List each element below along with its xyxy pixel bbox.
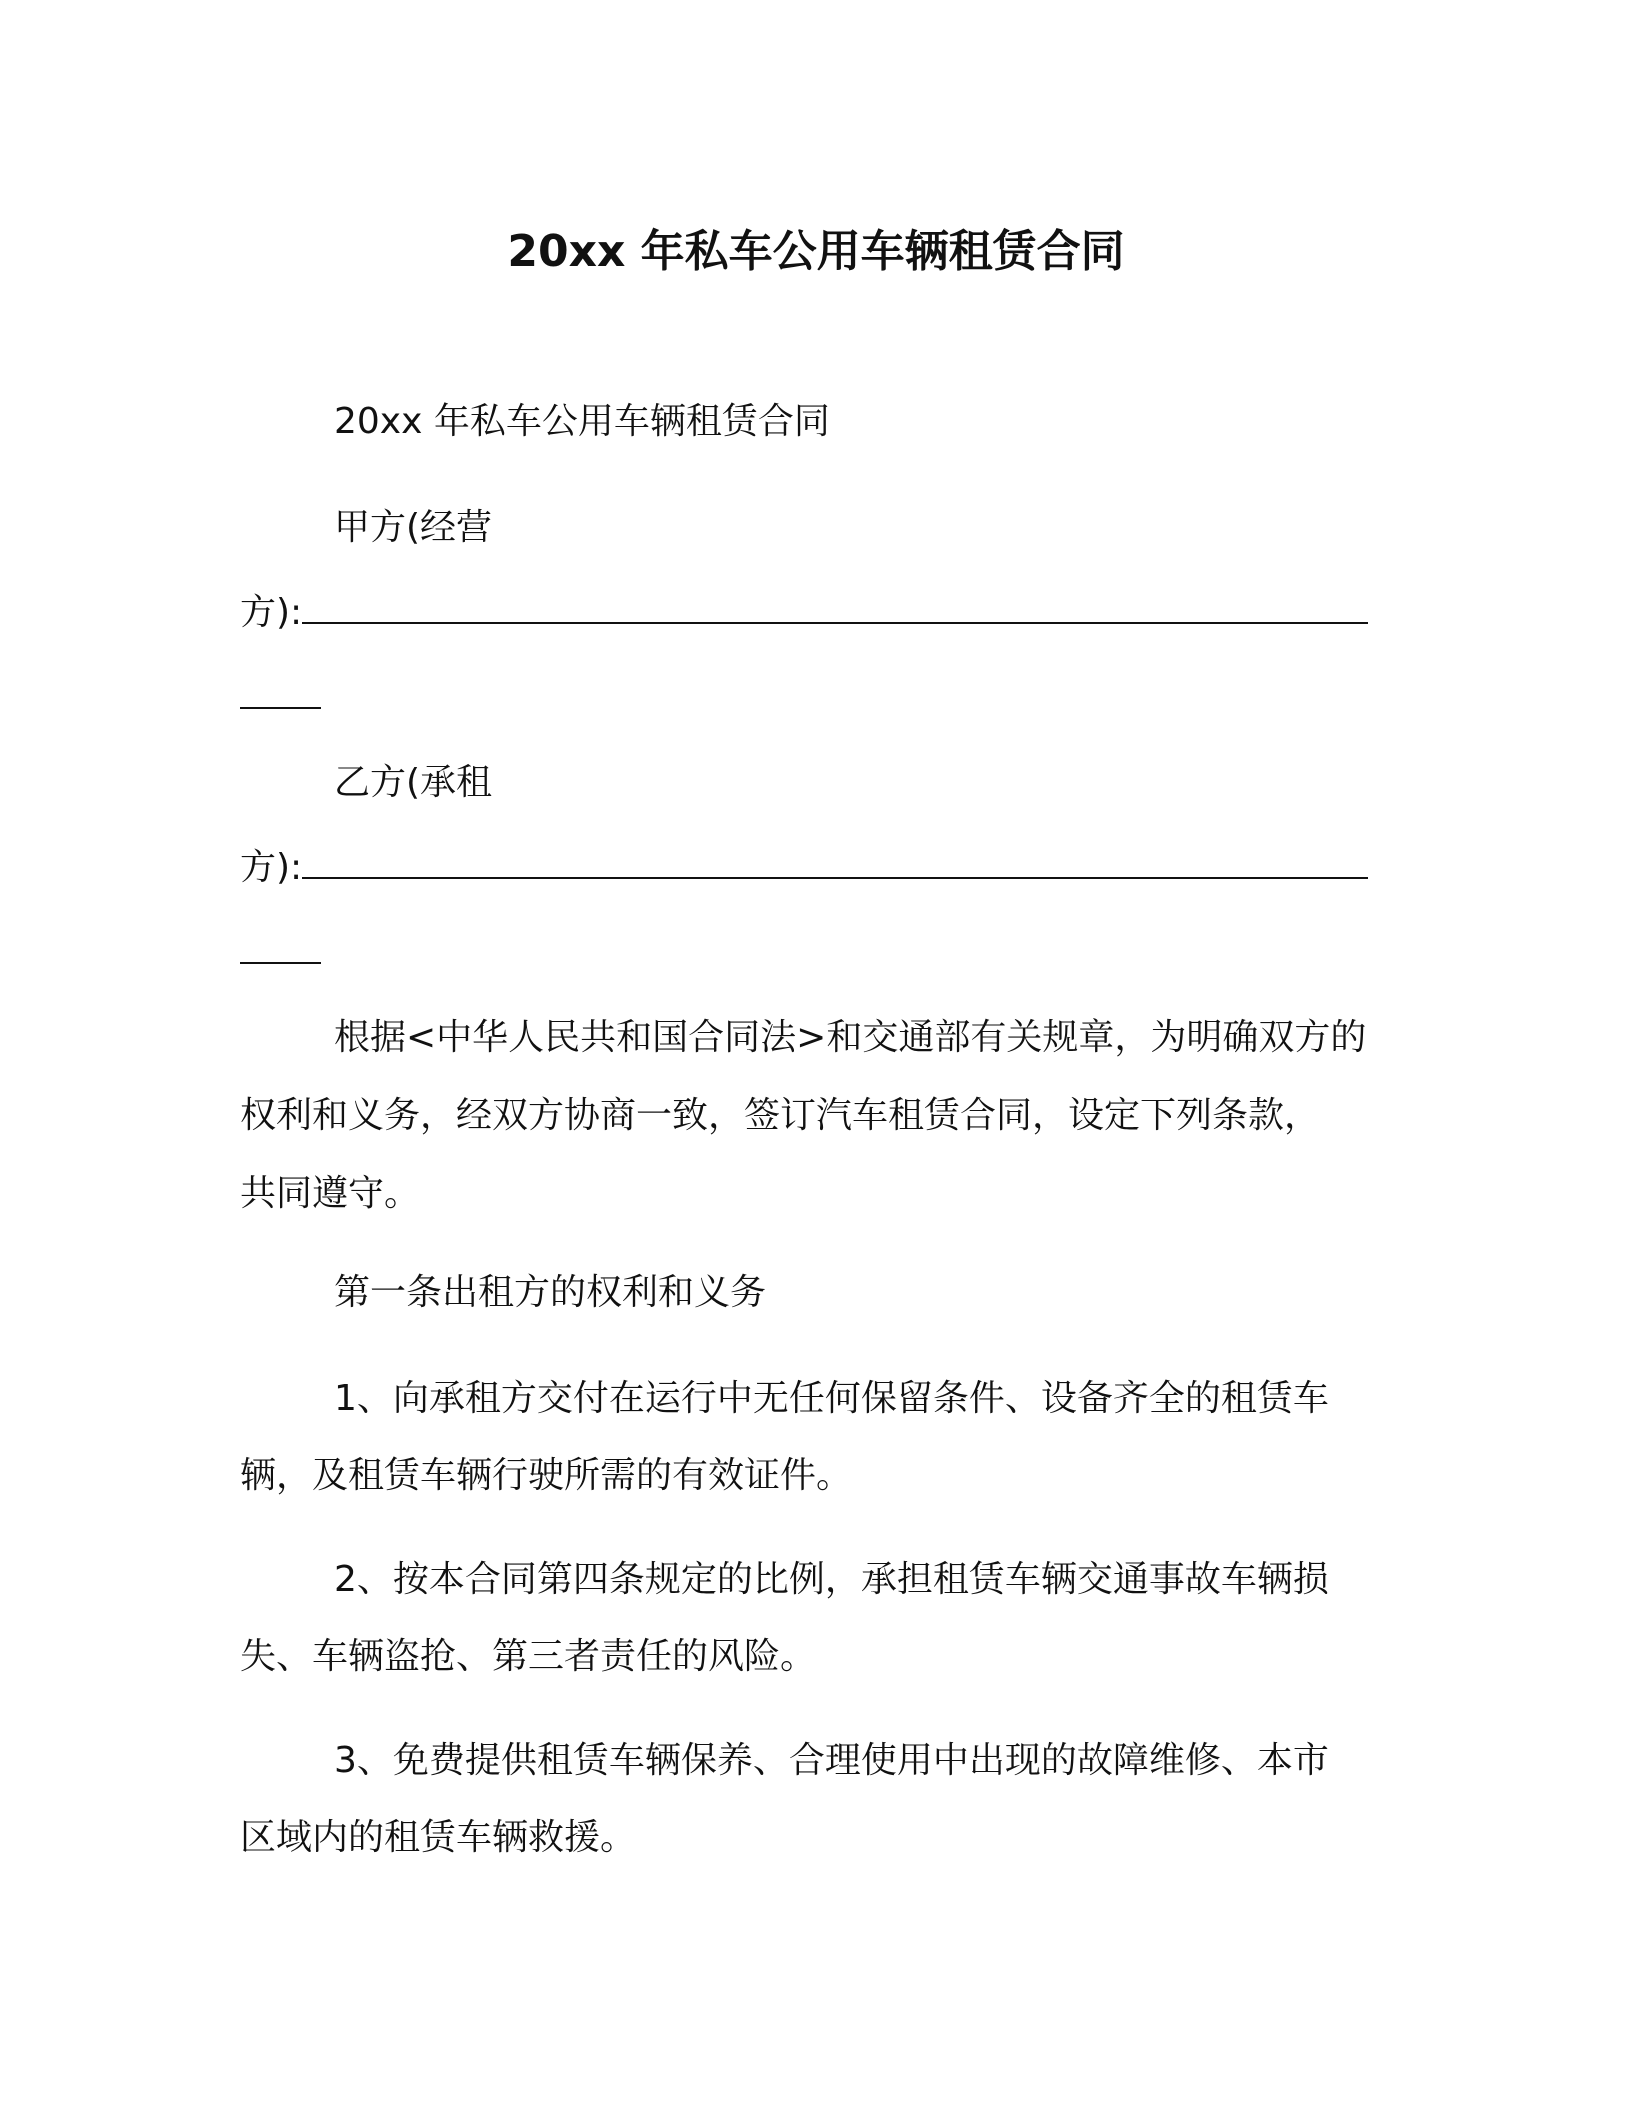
document-title: 20xx 年私车公用车辆租赁合同 xyxy=(507,226,1125,277)
party-b-label: 乙方(承租 xyxy=(334,762,493,803)
party-b-blank-line xyxy=(302,873,1368,879)
clause-1-line-2: 辆，及租赁车辆行驶所需的有效证件。 xyxy=(240,1455,853,1496)
clause-3-line-1: 3、免费提供租赁车辆保养、合理使用中出现的故障维修、本市 xyxy=(334,1740,1329,1781)
clause-3-line-2: 区域内的租赁车辆救援。 xyxy=(240,1817,637,1858)
party-a-field-continued xyxy=(240,673,321,723)
party-b-blank-line-end xyxy=(240,958,321,964)
intro-line-1: 根据<中华人民共和国合同法>和交通部有关规章，为明确双方的 xyxy=(334,1017,1367,1058)
party-a-label: 甲方(经营 xyxy=(334,507,493,548)
article-1-heading: 第一条出租方的权利和义务 xyxy=(334,1272,767,1313)
party-a-field xyxy=(240,588,1368,638)
clause-2-line-1: 2、按本合同第四条规定的比例，承担租赁车辆交通事故车辆损 xyxy=(334,1559,1329,1600)
party-a-blank-line-end xyxy=(240,703,321,709)
document-subtitle: 20xx 年私车公用车辆租赁合同 xyxy=(334,401,830,442)
party-a-blank-line xyxy=(302,618,1368,624)
intro-line-2: 权利和义务，经双方协商一致，签订汽车租赁合同，设定下列条款， xyxy=(240,1095,1321,1136)
party-b-field-continued xyxy=(240,928,321,978)
clause-2-line-2: 失、车辆盗抢、第三者责任的风险。 xyxy=(240,1636,817,1677)
intro-line-3: 共同遵守。 xyxy=(240,1173,421,1214)
party-b-field xyxy=(240,843,1368,893)
clause-1-line-1: 1、向承租方交付在运行中无任何保留条件、设备齐全的租赁车 xyxy=(334,1378,1329,1419)
party-a-label-suffix: 方): xyxy=(240,592,303,633)
party-b-label-suffix: 方): xyxy=(240,847,303,888)
